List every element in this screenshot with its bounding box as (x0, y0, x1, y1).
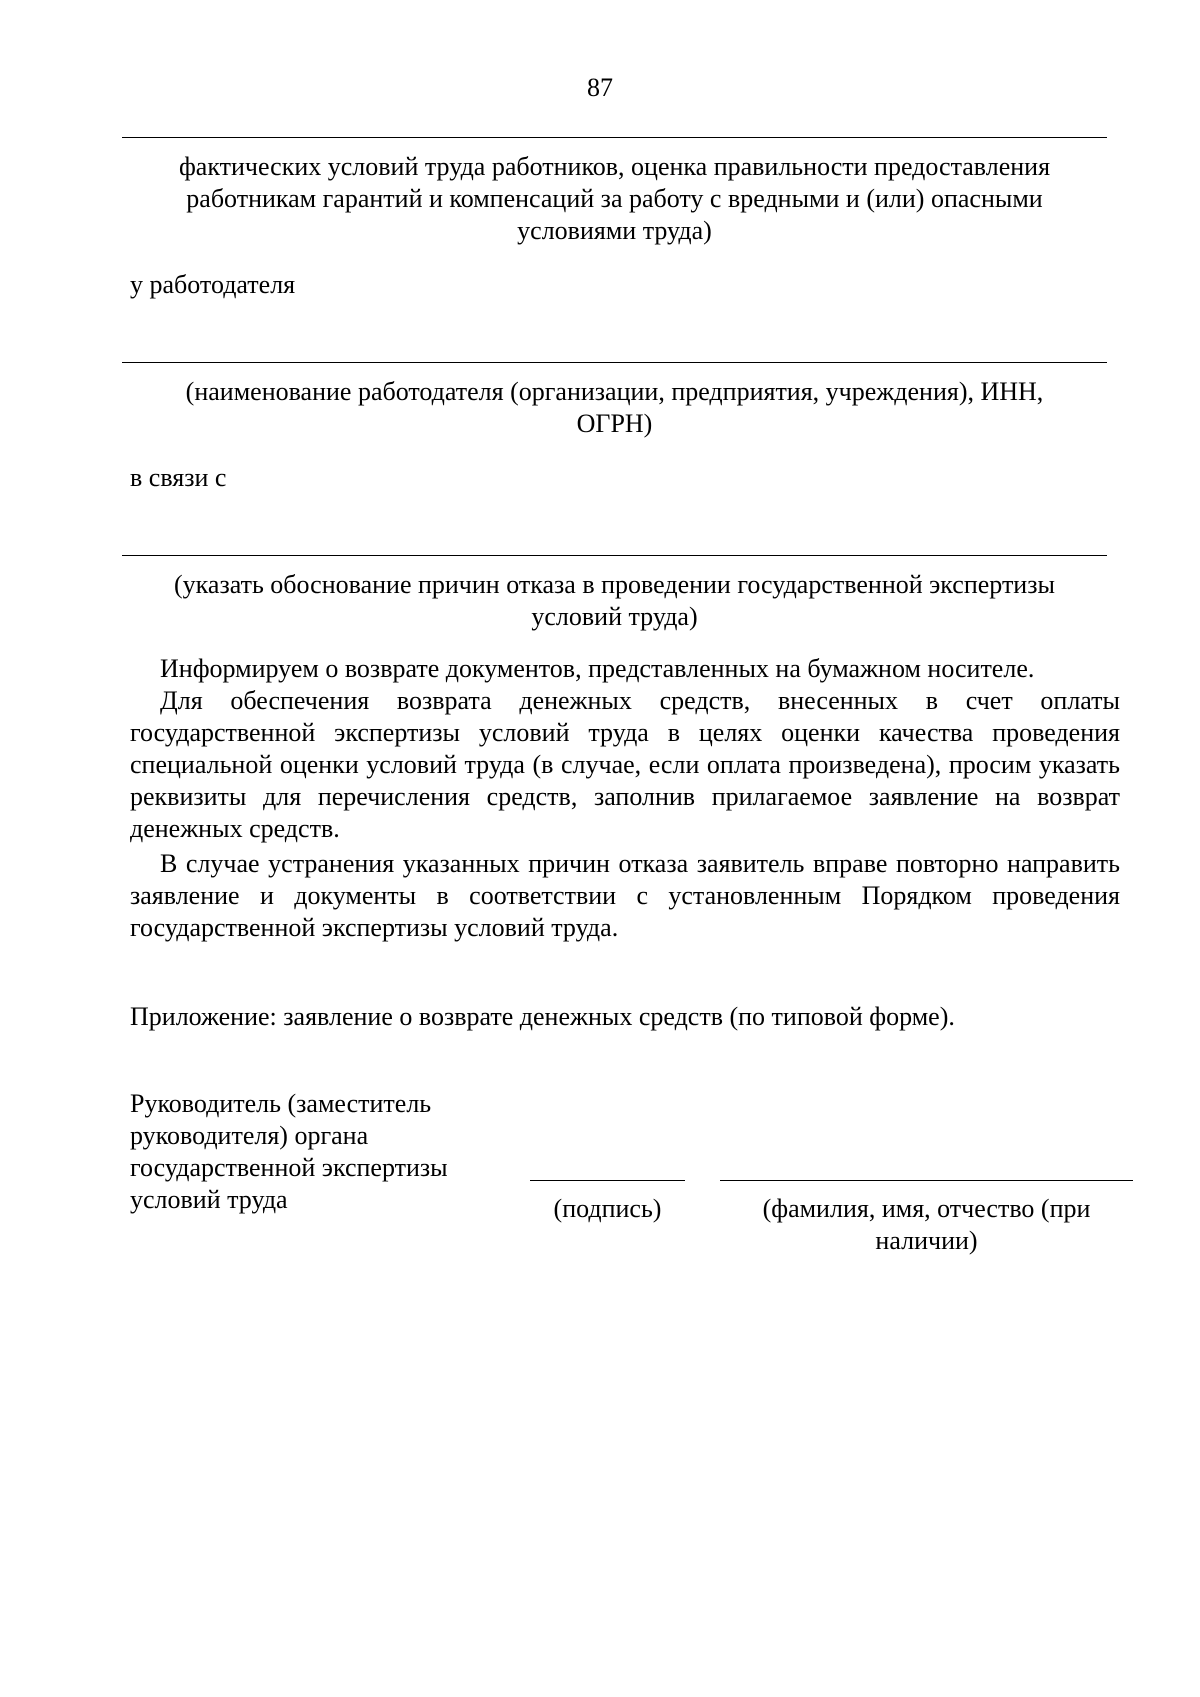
employer-caption-line1: (наименование работодателя (организации, предприятия, учреждения), ИНН, (185, 377, 1044, 406)
caption-top-line1: фактических условий труда работников, оценка правильности предоставления (178, 152, 1051, 181)
body-paragraph-3: В случае устранения указанных причин отказа заявитель вправе повторно направить заявление и документы в соответствии с установленным Порядком проведения государственной экспертизы условий труда. (130, 849, 1120, 942)
full-name-field-line (720, 1180, 1133, 1181)
employer-caption-line2: ОГРН) (576, 409, 653, 438)
signatory-position-line3: государственной экспертизы (130, 1153, 448, 1182)
caption-top-line3: условиями труда) (517, 216, 712, 245)
full-name-caption-line1: (фамилия, имя, отчество (при (762, 1194, 1091, 1223)
attachment-line: Приложение: заявление о возврате денежных средств (по типовой форме). (130, 1002, 955, 1031)
reason-field-line (122, 555, 1107, 556)
caption-top (122, 151, 1107, 247)
signatory-position-line4: условий труда (130, 1185, 288, 1214)
full-name-caption-line2: наличии) (875, 1226, 978, 1255)
reason-label: в связи с (130, 463, 227, 492)
employer-label: у работодателя (130, 270, 296, 299)
signatory-position (130, 1088, 530, 1216)
body-paragraph-2: Для обеспечения возврата денежных средств, внесенных в счет оплаты государственной экспертизы условий труда в целях оценки качества проведения специальной оценки условий труда (в случае, если оплата произведена), просим указать реквизиты для перечисления средств, заполнив прилагаемое заявление на возврат денежных средств. (130, 686, 1120, 843)
reason-caption (122, 569, 1107, 633)
full-name-caption (720, 1193, 1133, 1257)
page-number: 87 (587, 73, 613, 102)
signature-field-line (530, 1180, 685, 1181)
body-paragraph-1: Информируем о возврате документов, представленных на бумажном носителе. (160, 654, 1035, 683)
employer-caption (122, 376, 1107, 440)
signatory-position-line2: руководителя) органа (130, 1121, 369, 1150)
field-line-top (122, 137, 1107, 138)
signature-caption: (подпись) (553, 1194, 662, 1223)
signatory-position-line1: Руководитель (заместитель (130, 1089, 432, 1118)
reason-caption-line1: (указать обоснование причин отказа в проведении государственной экспертизы (174, 570, 1055, 599)
reason-caption-line2: условий труда) (531, 602, 698, 631)
caption-top-line2: работникам гарантий и компенсаций за работу с вредными и (или) опасными (186, 184, 1043, 213)
employer-field-line (122, 362, 1107, 363)
